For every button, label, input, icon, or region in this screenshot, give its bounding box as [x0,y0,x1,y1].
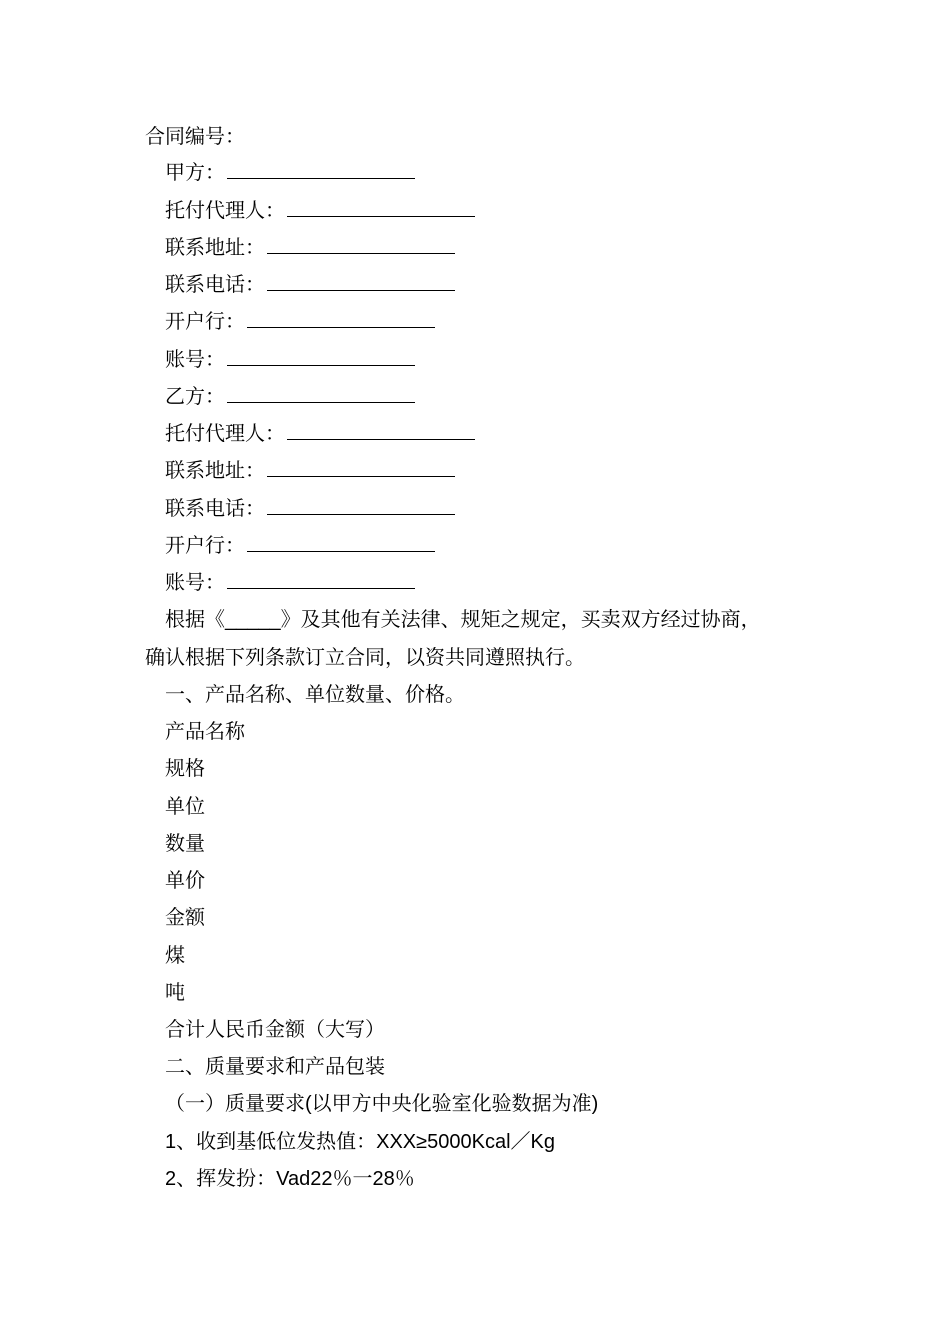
party-a-account-field [165,346,415,374]
fill-blank [267,272,455,291]
section-1-item: 产品名称 [165,721,245,743]
party-a-phone-field [165,271,455,299]
field-label: 甲方： [165,162,225,184]
fill-blank [267,235,455,254]
section-1-item: 单位 [165,796,205,818]
section-1-item: 煤 [165,945,185,967]
fill-blank [287,198,475,217]
section-1-item: 金额 [165,907,205,929]
field-label: 联系电话： [165,498,265,520]
fill-blank [247,533,435,552]
fill-blank [267,496,455,515]
party-b-phone-field [165,495,455,523]
fill-blank [247,309,435,328]
section-1-title: 一、产品名称、单位数量、价格。 [165,684,465,706]
field-label: 账号： [165,572,225,594]
party-b-title-field [165,383,415,411]
contract-number-label: 合同编号： [145,126,245,148]
intro-paragraph-line-1: 根据《_____》及其他有关法律、规矩之规定，买卖双方经过协商， [165,609,761,631]
party-a-bank-field [165,308,435,336]
party-b-address-field [165,457,455,485]
fill-blank [287,421,475,440]
party-b-agent-field [165,420,475,448]
field-label: 托付代理人： [165,200,285,222]
field-label: 联系地址： [165,460,265,482]
field-label: 联系地址： [165,237,265,259]
field-label: 开户行： [165,311,245,333]
section-1-item: 规格 [165,758,205,780]
field-label: 开户行： [165,535,245,557]
requirement-2: 2、挥发扮：Vad22％一28％ [165,1168,415,1190]
intro-paragraph-line-2: 确认根据下列条款订立合同，以资共同遵照执行。 [145,647,585,669]
section-2-title: 二、质量要求和产品包装 [165,1056,385,1078]
party-a-agent-field [165,197,475,225]
section-1-item: 吨 [165,982,185,1004]
section-2-subtitle: （一）质量要求(以甲方中央化验室化验数据为准) [165,1093,599,1115]
party-b-account-field [165,569,415,597]
section-1-item: 数量 [165,833,205,855]
field-label: 联系电话： [165,274,265,296]
party-b-bank-field [165,532,435,560]
fill-blank [227,384,415,403]
field-label: 托付代理人： [165,423,285,445]
fill-blank [227,570,415,589]
party-a-address-field [165,234,455,262]
party-a-title-field [165,159,415,187]
fill-blank [267,458,455,477]
requirement-1: 1、收到基低位发热值：XXX≥5000Kcal／Kg [165,1131,555,1153]
field-label: 乙方： [165,386,225,408]
fill-blank [227,347,415,366]
fill-blank [227,160,415,179]
section-1-item: 合计人民币金额（大写） [165,1019,385,1041]
section-1-item: 单价 [165,870,205,892]
field-label: 账号： [165,349,225,371]
